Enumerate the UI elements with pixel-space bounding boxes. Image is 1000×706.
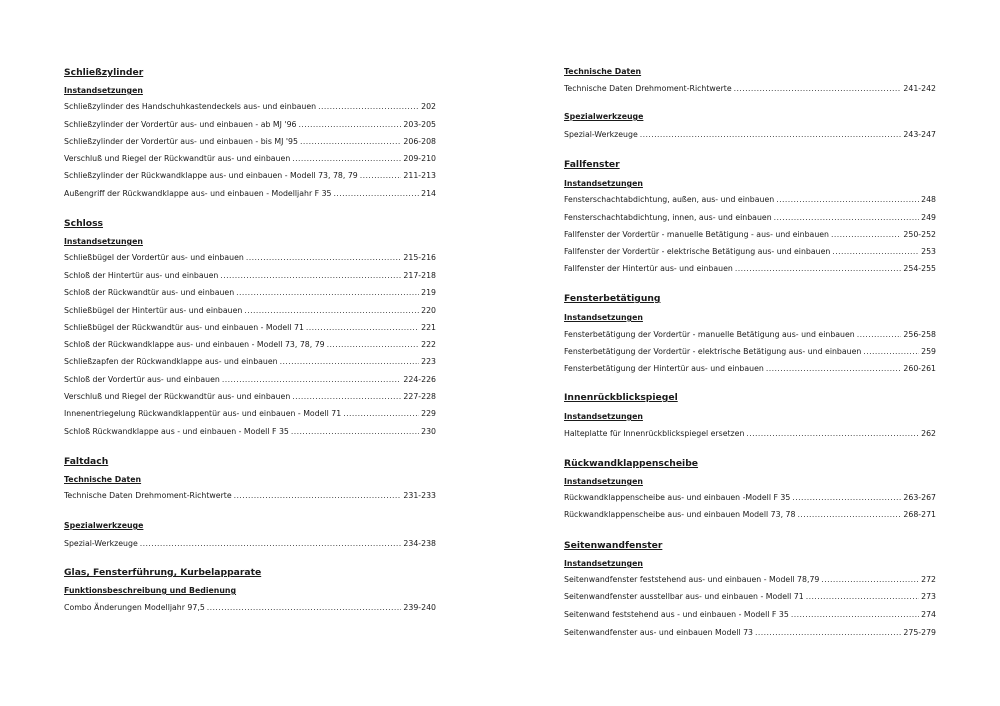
toc-entry[interactable] xyxy=(64,101,436,113)
toc-entry-page: 223 xyxy=(421,357,436,366)
toc-entry-page: 206-208 xyxy=(403,137,436,146)
toc-entry[interactable] xyxy=(64,136,436,148)
toc-entry[interactable] xyxy=(64,426,436,438)
dot-leader xyxy=(821,574,919,586)
dot-leader xyxy=(300,136,401,148)
dot-leader xyxy=(863,346,919,358)
dot-leader xyxy=(857,329,902,341)
toc-entry[interactable] xyxy=(64,602,436,614)
toc-entry[interactable] xyxy=(64,490,436,502)
toc-entry-title: Innenentriegelung Rückwandklappentür aus- und einbauen - Modell 71 xyxy=(64,409,342,418)
dot-leader xyxy=(734,83,902,95)
toc-entry[interactable] xyxy=(64,322,436,334)
subsection-heading: Technische Daten xyxy=(64,475,142,484)
toc-entry-page: 254-255 xyxy=(903,264,936,273)
toc-entry-title: Fallfenster der Vordertür - manuelle Betätigung - aus- und einbauen xyxy=(564,230,829,239)
dot-leader xyxy=(292,153,401,165)
dot-leader xyxy=(327,339,419,351)
subsection-heading: Technische Daten xyxy=(564,67,642,76)
toc-entry-title: Schließzylinder des Handschuhkastendeckels aus- und einbauen xyxy=(64,102,317,111)
toc-entry[interactable] xyxy=(564,363,936,375)
toc-entry-title: Rückwandklappenscheibe aus- und einbauen -Modell F 35 xyxy=(564,493,791,502)
toc-entry-page: 259 xyxy=(921,347,936,356)
subsection-heading: Instandsetzungen xyxy=(564,477,643,486)
toc-entry-page: 214 xyxy=(421,189,436,198)
toc-entry-page: 250-252 xyxy=(903,230,936,239)
section-heading: Rückwandklappenscheibe xyxy=(564,458,699,469)
toc-entry-title: Spezial-Werkzeuge xyxy=(564,130,638,139)
toc-entry[interactable] xyxy=(64,170,436,182)
toc-entry[interactable] xyxy=(64,188,436,200)
dot-leader xyxy=(280,356,419,368)
toc-entry[interactable] xyxy=(564,591,936,603)
section-heading: Faltdach xyxy=(64,456,109,467)
toc-entry[interactable] xyxy=(64,119,436,131)
dot-leader xyxy=(246,252,402,264)
dot-leader xyxy=(791,609,919,621)
subsection-heading: Instandsetzungen xyxy=(564,179,643,188)
dot-leader xyxy=(343,408,419,420)
toc-entry-page: 234-238 xyxy=(403,539,436,548)
toc-entry-title: Fensterbetätigung der Vordertür - elektrische Betätigung aus- und einbauen xyxy=(564,347,862,356)
toc-entry-title: Technische Daten Drehmoment-Richtwerte xyxy=(564,84,732,93)
dot-leader xyxy=(360,170,402,182)
toc-entry-title: Schloß der Rückwandklappe aus- und einbauen - Modell 73, 78, 79 xyxy=(64,340,325,349)
toc-entry[interactable] xyxy=(64,270,436,282)
section-heading: Glas, Fensterführung, Kurbelapparate xyxy=(64,567,262,578)
toc-entry[interactable] xyxy=(564,83,936,95)
toc-entry-title: Schließzapfen der Rückwandklappe aus- und einbauen xyxy=(64,357,278,366)
toc-entry-title: Seitenwandfenster aus- und einbauen Modell 73 xyxy=(564,628,753,637)
dot-leader xyxy=(291,426,419,438)
toc-entry[interactable] xyxy=(64,305,436,317)
toc-entry-page: 241-242 xyxy=(903,84,936,93)
toc-entry-title: Fensterbetätigung der Vordertür - manuelle Betätigung aus- und einbauen xyxy=(564,330,855,339)
toc-entry-page: 221 xyxy=(421,323,436,332)
dot-leader xyxy=(831,229,901,241)
toc-entry-title: Seitenwand feststehend aus - und einbauen - Modell F 35 xyxy=(564,610,789,619)
toc-entry-page: 253 xyxy=(921,247,936,256)
toc-entry-title: Halteplatte für Innenrückblickspiegel ersetzen xyxy=(564,429,745,438)
toc-entry[interactable] xyxy=(564,246,936,258)
toc-entry-title: Seitenwandfenster feststehend aus- und einbauen - Modell 78,79 xyxy=(564,575,820,584)
dot-leader xyxy=(766,363,902,375)
toc-entry-title: Schloß der Hintertür aus- und einbauen xyxy=(64,271,219,280)
toc-entry-title: Schloß der Rückwandtür aus- und einbauen xyxy=(64,288,235,297)
toc-entry-title: Schließbügel der Vordertür aus- und einbauen xyxy=(64,253,244,262)
dot-leader xyxy=(207,602,402,614)
toc-entry-title: Fensterschachtabdichtung, innen, aus- und einbauen xyxy=(564,213,772,222)
subsection-heading: Instandsetzungen xyxy=(564,559,643,568)
dot-leader xyxy=(220,270,401,282)
subsection-heading: Instandsetzungen xyxy=(64,237,143,246)
subsection-heading: Instandsetzungen xyxy=(64,86,143,95)
subsection-heading: Spezialwerkzeuge xyxy=(564,112,644,121)
toc-entry-page: 227-228 xyxy=(403,392,436,401)
subsection-heading: Instandsetzungen xyxy=(564,412,643,421)
toc-entry-title: Schließzylinder der Rückwandklappe aus- und einbauen - Modell 73, 78, 79 xyxy=(64,171,358,180)
toc-entry[interactable] xyxy=(564,229,936,241)
section-heading: Fallfenster xyxy=(564,159,620,170)
dot-leader xyxy=(299,119,402,131)
toc-entry-page: 272 xyxy=(921,575,936,584)
toc-entry[interactable] xyxy=(64,538,436,550)
toc-entry-page: 262 xyxy=(921,429,936,438)
toc-entry[interactable] xyxy=(564,346,936,358)
toc-entry[interactable] xyxy=(564,574,936,586)
toc-entry[interactable] xyxy=(564,492,936,504)
toc-entry-page: 260-261 xyxy=(903,364,936,373)
toc-entry[interactable] xyxy=(64,408,436,420)
toc-entry-page: 217-218 xyxy=(403,271,436,280)
dot-leader xyxy=(292,391,401,403)
dot-leader xyxy=(640,129,902,141)
toc-entry[interactable] xyxy=(564,428,936,440)
toc-entry-title: Schließzylinder der Vordertür aus- und einbauen - bis MJ '95 xyxy=(64,137,298,146)
dot-leader xyxy=(735,263,902,275)
toc-entry[interactable] xyxy=(564,627,936,639)
toc-entry-page: 222 xyxy=(421,340,436,349)
toc-entry-page: 219 xyxy=(421,288,436,297)
toc-entry-title: Fallfenster der Hintertür aus- und einbauen xyxy=(564,264,733,273)
subsection-heading: Funktionsbeschreibung und Bedienung xyxy=(64,586,237,595)
toc-entry-page: 275-279 xyxy=(903,628,936,637)
toc-entry-page: 229 xyxy=(421,409,436,418)
toc-entry-title: Schließbügel der Rückwandtür aus- und einbauen - Modell 71 xyxy=(64,323,304,332)
toc-entry-page: 248 xyxy=(921,195,936,204)
toc-entry-page: 249 xyxy=(921,213,936,222)
toc-entry-title: Schloß der Vordertür aus- und einbauen xyxy=(64,375,220,384)
toc-entry-title: Rückwandklappenscheibe aus- und einbauen Modell 73, 78 xyxy=(564,510,796,519)
toc-entry-page: 256-258 xyxy=(903,330,936,339)
dot-leader xyxy=(318,101,419,113)
toc-entry-page: 203-205 xyxy=(403,120,436,129)
toc-entry-title: Schließbügel der Hintertür aus- und einbauen xyxy=(64,306,243,315)
dot-leader xyxy=(236,287,419,299)
toc-entry-page: 215-216 xyxy=(403,253,436,262)
toc-entry[interactable] xyxy=(64,252,436,264)
dot-leader xyxy=(806,591,919,603)
dot-leader xyxy=(776,194,919,206)
toc-entry-page: 274 xyxy=(921,610,936,619)
toc-entry[interactable] xyxy=(64,339,436,351)
toc-entry[interactable] xyxy=(564,609,936,621)
dot-leader xyxy=(774,212,919,224)
toc-entry[interactable] xyxy=(564,263,936,275)
section-heading: Seitenwandfenster xyxy=(564,540,663,551)
toc-entry[interactable] xyxy=(564,509,936,521)
toc-entry[interactable] xyxy=(64,356,436,368)
toc-entry-page: 268-271 xyxy=(903,510,936,519)
toc-entry-page: 202 xyxy=(421,102,436,111)
dot-leader xyxy=(222,374,402,386)
dot-leader xyxy=(746,428,919,440)
toc-entry-title: Außengriff der Rückwandklappe aus- und einbauen - Modelljahr F 35 xyxy=(64,189,332,198)
toc-entry[interactable] xyxy=(64,153,436,165)
toc-entry-page: 231-233 xyxy=(403,491,436,500)
toc-entry-page: 263-267 xyxy=(903,493,936,502)
toc-entry-title: Technische Daten Drehmoment-Richtwerte xyxy=(64,491,232,500)
dot-leader xyxy=(797,509,901,521)
toc-entry-page: 243-247 xyxy=(903,130,936,139)
toc-entry-title: Schließzylinder der Vordertür aus- und einbauen - ab MJ '96 xyxy=(64,120,297,129)
toc-entry[interactable] xyxy=(64,374,436,386)
toc-entry-page: 239-240 xyxy=(403,603,436,612)
dot-leader xyxy=(832,246,919,258)
section-heading: Schloss xyxy=(64,218,104,229)
section-heading: Fensterbetätigung xyxy=(564,293,661,304)
dot-leader xyxy=(244,305,419,317)
toc-entry-title: Spezial-Werkzeuge xyxy=(64,539,138,548)
dot-leader xyxy=(792,492,901,504)
toc-entry-title: Fensterbetätigung der Hintertür aus- und einbauen xyxy=(564,364,764,373)
dot-leader xyxy=(234,490,402,502)
toc-entry-title: Verschluß und Riegel der Rückwandtür aus- und einbauen xyxy=(64,154,291,163)
toc-entry-title: Seitenwandfenster ausstellbar aus- und einbauen - Modell 71 xyxy=(564,592,804,601)
toc-entry-page: 211-213 xyxy=(403,171,436,180)
toc-entry-page: 224-226 xyxy=(403,375,436,384)
toc-entry-page: 209-210 xyxy=(403,154,436,163)
toc-entry[interactable] xyxy=(564,329,936,341)
subsection-heading: Instandsetzungen xyxy=(564,313,643,322)
toc-entry-title: Schloß Rückwandklappe aus - und einbauen - Modell F 35 xyxy=(64,427,289,436)
toc-entry-page: 230 xyxy=(421,427,436,436)
dot-leader xyxy=(755,627,901,639)
toc-entry-page: 220 xyxy=(421,306,436,315)
dot-leader xyxy=(306,322,419,334)
toc-entry[interactable] xyxy=(564,212,936,224)
section-heading: Schließzylinder xyxy=(64,67,144,78)
subsection-heading: Spezialwerkzeuge xyxy=(64,521,144,530)
toc-entry-title: Fensterschachtabdichtung, außen, aus- und einbauen xyxy=(564,195,775,204)
dot-leader xyxy=(334,188,420,200)
toc-entry[interactable] xyxy=(64,391,436,403)
toc-entry-title: Combo Änderungen Modelljahr 97,5 xyxy=(64,603,205,612)
toc-entry[interactable] xyxy=(64,287,436,299)
toc-entry[interactable] xyxy=(564,129,936,141)
section-heading: Innenrückblickspiegel xyxy=(564,392,678,403)
dot-leader xyxy=(140,538,402,550)
toc-entry-title: Verschluß und Riegel der Rückwandtür aus- und einbauen xyxy=(64,392,291,401)
toc-entry-page: 273 xyxy=(921,592,936,601)
toc-entry[interactable] xyxy=(564,194,936,206)
toc-entry-title: Fallfenster der Vordertür - elektrische Betätigung aus- und einbauen xyxy=(564,247,831,256)
